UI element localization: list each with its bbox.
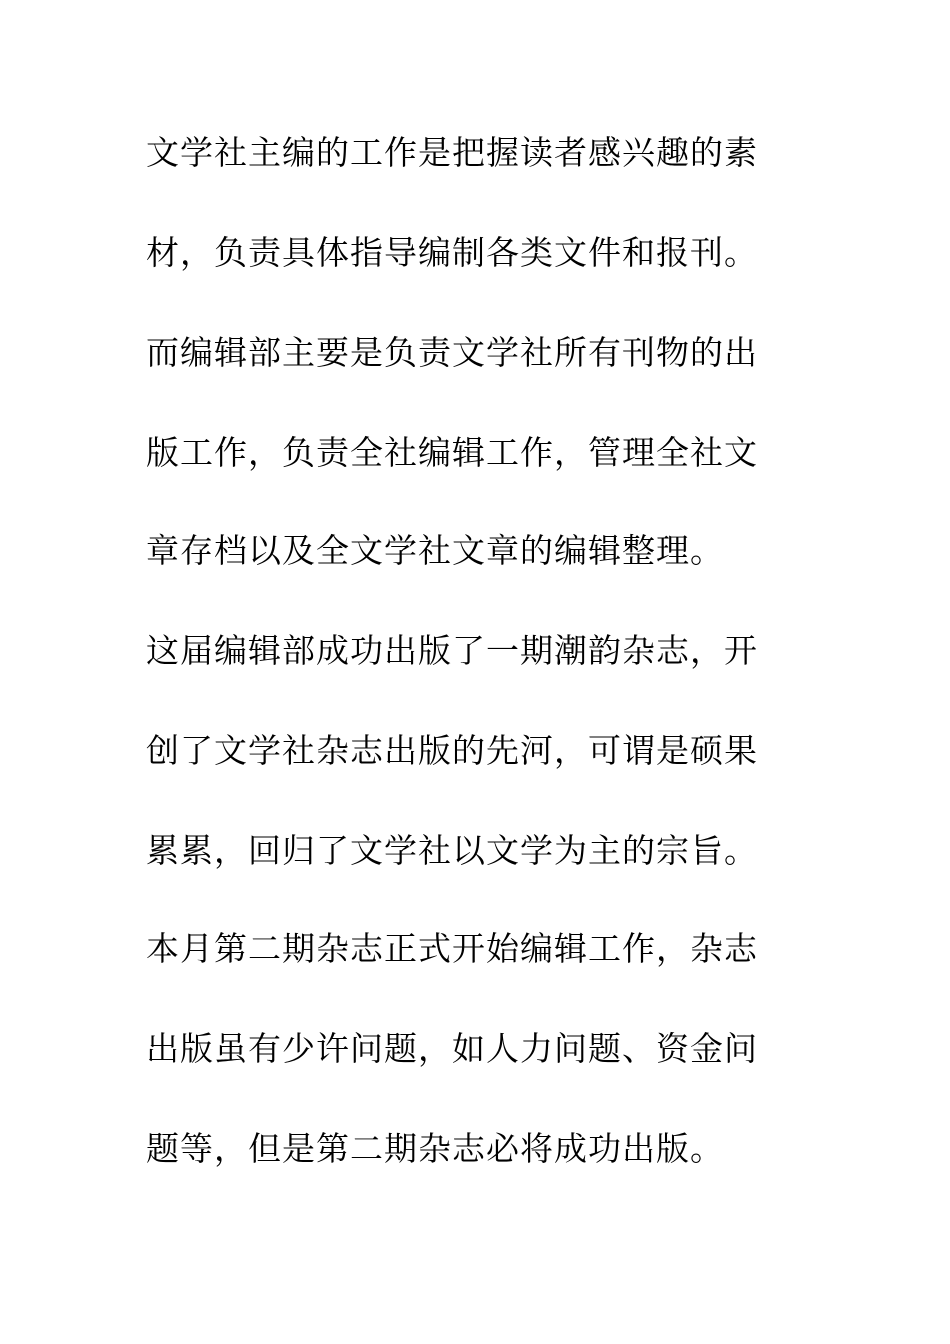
text-line: 材，负责具体指导编制各类文件和报刊。 (146, 233, 758, 272)
text-line: 本月第二期杂志正式开始编辑工作，杂志 (146, 929, 758, 968)
text-line: 题等，但是第二期杂志必将成功出版。 (146, 1129, 724, 1168)
text-line: 版工作，负责全社编辑工作，管理全社文 (146, 433, 758, 472)
text-line: 而编辑部主要是负责文学社所有刊物的出 (146, 333, 758, 372)
text-line: 累累，回归了文学社以文学为主的宗旨。 (146, 831, 758, 870)
text-line: 出版虽有少许问题，如人力问题、资金问 (146, 1029, 758, 1068)
text-line: 文学社主编的工作是把握读者感兴趣的素 (146, 133, 758, 172)
text-line: 这届编辑部成功出版了一期潮韵杂志，开 (146, 631, 758, 670)
text-line: 创了文学社杂志出版的先河，可谓是硕果 (146, 731, 758, 770)
text-line: 章存档以及全文学社文章的编辑整理。 (146, 531, 724, 570)
